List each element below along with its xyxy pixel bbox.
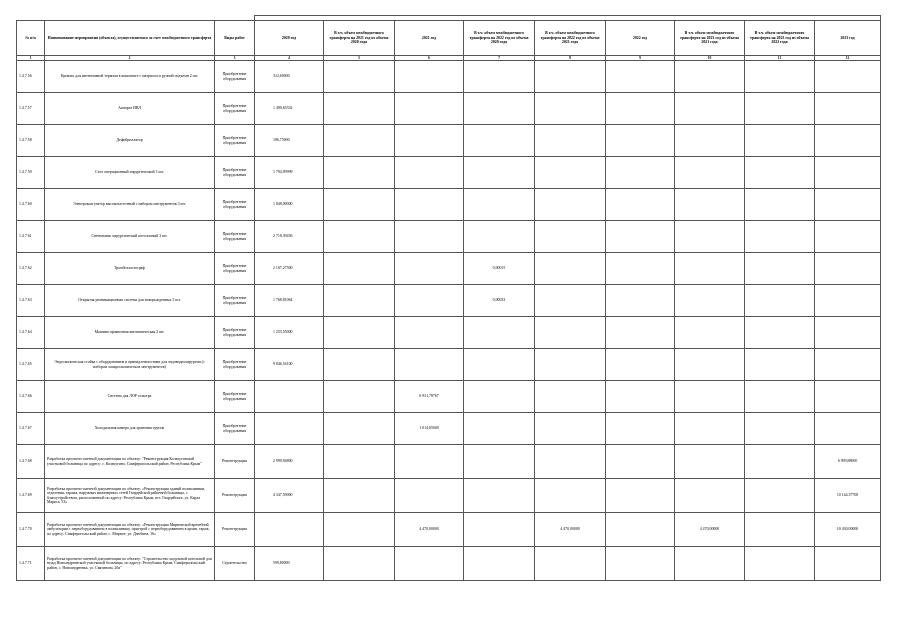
header-cell: 2023 год bbox=[815, 21, 881, 56]
value-2023-from-2022 bbox=[745, 349, 815, 381]
value-2023 bbox=[815, 157, 881, 189]
value-2022 bbox=[606, 189, 675, 221]
value-2022-from-2021 bbox=[535, 253, 606, 285]
event-name: Разработка проектно-сметной документации по объекту: «Реконструкция зданий поликлиники, отделения, гаража, наружных инженерных сетей Гвардейской районной больницы, с благоустройством, расположенной по адресу: Республика Крым, пгт. Гвардейское, ул. Карла Маркса, 53» bbox=[45, 479, 215, 513]
value-2023-from-2021 bbox=[675, 317, 745, 349]
value-2020 bbox=[255, 381, 324, 413]
value-2022-from-2020 bbox=[464, 61, 535, 93]
value-2023-from-2021 bbox=[675, 61, 745, 93]
value-2021-from-2020 bbox=[324, 547, 395, 581]
work-type: Приобретение оборудования bbox=[215, 317, 255, 349]
value-2023 bbox=[815, 125, 881, 157]
value-2021-from-2020 bbox=[324, 317, 395, 349]
value-2022-from-2020 bbox=[464, 349, 535, 381]
work-type: Реконструкция bbox=[215, 479, 255, 513]
value-2023-from-2021 bbox=[675, 445, 745, 479]
value-2023 bbox=[815, 253, 881, 285]
row-number: 1.4.7.56 bbox=[17, 61, 45, 93]
value-2020 bbox=[255, 513, 324, 547]
value-2023 bbox=[815, 413, 881, 445]
value-2023-from-2022 bbox=[745, 125, 815, 157]
column-number: 8 bbox=[535, 56, 606, 61]
value-2020: 2 718,39456 bbox=[255, 221, 324, 253]
value-2020: 1 768,81064 bbox=[255, 285, 324, 317]
value-2023-from-2021 bbox=[675, 381, 745, 413]
value-2020: 599,80000 bbox=[255, 547, 324, 581]
value-2020: 186,75000 bbox=[255, 125, 324, 157]
value-2020: 4 347,59000 bbox=[255, 479, 324, 513]
work-type: Приобретение оборудования bbox=[215, 61, 255, 93]
value-2023-from-2021 bbox=[675, 547, 745, 581]
value-2022-from-2020 bbox=[464, 221, 535, 253]
value-2023 bbox=[815, 547, 881, 581]
table-row bbox=[17, 349, 881, 381]
row-number: 1.4.7.69 bbox=[17, 479, 45, 513]
header-cell: В т.ч. объем межбюджетного трансферта на 2023 год из объема 2021 года bbox=[675, 21, 745, 56]
event-name: Разработка проектно-сметной документации по объекту: «Реконструкция Мирновской врачебной амбулатории с переоборудованием в поликлинику, пристрой с переоборудованием в архив, гараж, по адресу: Симферопольский район, с. Мирное, ул. Дзюбина, 16» bbox=[45, 513, 215, 547]
event-name: Эндоскопическая стойка с оборудованием и принадлежностями для эндовидеохирургии (с набором лапароскопических инструментов) bbox=[45, 349, 215, 381]
table-row bbox=[17, 61, 881, 93]
work-type: Приобретение оборудования bbox=[215, 253, 255, 285]
column-number: 2 bbox=[45, 56, 215, 61]
value-2023-from-2022 bbox=[745, 479, 815, 513]
value-2023-from-2021 bbox=[675, 93, 745, 125]
value-2023-from-2022 bbox=[745, 157, 815, 189]
value-2022 bbox=[606, 93, 675, 125]
event-name: Тромбоэластограф bbox=[45, 253, 215, 285]
value-2020: 2 167,27500 bbox=[255, 253, 324, 285]
value-2022-from-2021 bbox=[535, 547, 606, 581]
column-number: 5 bbox=[324, 56, 395, 61]
row-number: 1.4.7.58 bbox=[17, 125, 45, 157]
value-2020: 1 794,99999 bbox=[255, 157, 324, 189]
work-type: Приобретение оборудования bbox=[215, 93, 255, 125]
value-2021-from-2020 bbox=[324, 61, 395, 93]
value-2022 bbox=[606, 479, 675, 513]
value-2022-from-2020 bbox=[464, 93, 535, 125]
event-name: Светильник хирургический потолочный 3 шт. bbox=[45, 221, 215, 253]
table-row bbox=[17, 479, 881, 513]
table-row bbox=[17, 381, 881, 413]
value-2022-from-2020 bbox=[464, 413, 535, 445]
header-row bbox=[17, 21, 881, 56]
value-2022 bbox=[606, 61, 675, 93]
value-2023-from-2022 bbox=[745, 285, 815, 317]
value-2023-from-2021 bbox=[675, 221, 745, 253]
row-number: 1.4.7.57 bbox=[17, 93, 45, 125]
work-type: Реконструкция bbox=[215, 513, 255, 547]
event-name: Разработка проектно-сметной документации по объекту: "Строительство модульной котельной для нужд Новоандреевской участковой больницы, по адресу: Республика Крым, Симферопольский район, с. Новоандреевка, ул. Святинова, 26а" bbox=[45, 547, 215, 581]
value-2022-from-2021 bbox=[535, 221, 606, 253]
row-number: 1.4.7.62 bbox=[17, 253, 45, 285]
value-2022 bbox=[606, 157, 675, 189]
work-type: Приобретение оборудования bbox=[215, 189, 255, 221]
column-number: 10 bbox=[675, 56, 745, 61]
header-cell: № п/п bbox=[17, 21, 45, 56]
row-number: 1.4.7.66 bbox=[17, 381, 45, 413]
value-2022 bbox=[606, 285, 675, 317]
header-cell: Виды работ bbox=[215, 21, 255, 56]
value-2023-from-2021 bbox=[675, 253, 745, 285]
value-2020: 9 846,54100 bbox=[255, 349, 324, 381]
header-cell: 2021 год bbox=[395, 21, 464, 56]
header-cell: В т.ч. объем межбюджетного трансферта на 2021 год из объема 2020 года bbox=[324, 21, 395, 56]
value-2023: 6 999,88000 bbox=[815, 445, 881, 479]
event-name: Стол операционный хирургический 3 шт. bbox=[45, 157, 215, 189]
value-2020: 1 253,55000 bbox=[255, 317, 324, 349]
table-row bbox=[17, 413, 881, 445]
table-row bbox=[17, 125, 881, 157]
value-2020: 1 848,00000 bbox=[255, 189, 324, 221]
value-2020: 2 999,94800 bbox=[255, 445, 324, 479]
value-2022-from-2020 bbox=[464, 381, 535, 413]
table-row bbox=[17, 189, 881, 221]
row-number: 1.4.7.63 bbox=[17, 285, 45, 317]
value-2022-from-2020: 0,00033 bbox=[464, 285, 535, 317]
row-number: 1.4.7.70 bbox=[17, 513, 45, 547]
event-name: Дефибриллятор bbox=[45, 125, 215, 157]
table-row bbox=[17, 445, 881, 479]
event-name: Кровать для интенсивной терапии в комплекте с матрасом и ручной подъемн 2 шт. bbox=[45, 61, 215, 93]
value-2022-from-2021 bbox=[535, 413, 606, 445]
value-2021-from-2020 bbox=[324, 253, 395, 285]
table-row bbox=[17, 547, 881, 581]
value-2022-from-2021 bbox=[535, 381, 606, 413]
value-2022-from-2021 bbox=[535, 157, 606, 189]
value-2022-from-2021: 4 470,00000 bbox=[535, 513, 606, 547]
value-2022-from-2021 bbox=[535, 285, 606, 317]
event-name: Разработка проектно-сметной документации по объекту: "Реконструкция Кольчугинской участковой больницы по адресу: с. Кольчугино, Симферопольский район, Республика Крым" bbox=[45, 445, 215, 479]
event-name: Холодильная камера для хранения трупов bbox=[45, 413, 215, 445]
value-2021 bbox=[395, 253, 464, 285]
value-2022-from-2020 bbox=[464, 317, 535, 349]
column-number: 12 bbox=[815, 56, 881, 61]
value-2023 bbox=[815, 317, 881, 349]
value-2021 bbox=[395, 157, 464, 189]
value-2021-from-2020 bbox=[324, 125, 395, 157]
work-type: Реконструкция bbox=[215, 445, 255, 479]
value-2022-from-2021 bbox=[535, 61, 606, 93]
event-name: Машина проявочная автоматическая 2 шт. bbox=[45, 317, 215, 349]
value-2023-from-2022 bbox=[745, 61, 815, 93]
work-type: Строительство bbox=[215, 547, 255, 581]
work-type: Приобретение оборудования bbox=[215, 349, 255, 381]
value-2022-from-2020 bbox=[464, 479, 535, 513]
event-name: Открытая реанимационная система для новорожденных 5 шт. bbox=[45, 285, 215, 317]
value-2021 bbox=[395, 349, 464, 381]
value-2022 bbox=[606, 125, 675, 157]
value-2021-from-2020 bbox=[324, 513, 395, 547]
value-2023 bbox=[815, 381, 881, 413]
value-2022 bbox=[606, 221, 675, 253]
value-2023-from-2022 bbox=[745, 547, 815, 581]
value-2023-from-2021 bbox=[675, 189, 745, 221]
value-2022 bbox=[606, 413, 675, 445]
value-2022 bbox=[606, 349, 675, 381]
row-number: 1.4.7.68 bbox=[17, 445, 45, 479]
value-2023-from-2022 bbox=[745, 317, 815, 349]
table-row bbox=[17, 93, 881, 125]
header-cell: Наименование мероприятия (объекта), осуществляемого за счет межбюджетного трансферта bbox=[45, 21, 215, 56]
value-2021-from-2020 bbox=[324, 189, 395, 221]
value-2021 bbox=[395, 285, 464, 317]
work-type: Приобретение оборудования bbox=[215, 157, 255, 189]
table-row bbox=[17, 285, 881, 317]
value-2023-from-2022 bbox=[745, 189, 815, 221]
value-2023 bbox=[815, 349, 881, 381]
value-2022-from-2021 bbox=[535, 189, 606, 221]
value-2020: 312,60000 bbox=[255, 61, 324, 93]
column-number: 7 bbox=[464, 56, 535, 61]
value-2021 bbox=[395, 221, 464, 253]
value-2023-from-2022 bbox=[745, 513, 815, 547]
value-2023-from-2021 bbox=[675, 285, 745, 317]
value-2021-from-2020 bbox=[324, 413, 395, 445]
value-2021 bbox=[395, 125, 464, 157]
work-type: Приобретение оборудования bbox=[215, 413, 255, 445]
value-2021-from-2020 bbox=[324, 285, 395, 317]
value-2023-from-2021 bbox=[675, 157, 745, 189]
value-2020 bbox=[255, 413, 324, 445]
row-number: 1.4.7.59 bbox=[17, 157, 45, 189]
value-2023-from-2022 bbox=[745, 253, 815, 285]
value-2023 bbox=[815, 93, 881, 125]
value-2021 bbox=[395, 445, 464, 479]
event-name: Система для ЛОР осмотра bbox=[45, 381, 215, 413]
value-2022-from-2020 bbox=[464, 189, 535, 221]
value-2021: 4 470,00000 bbox=[395, 513, 464, 547]
value-2022-from-2021 bbox=[535, 125, 606, 157]
value-2022-from-2021 bbox=[535, 93, 606, 125]
column-number: 6 bbox=[395, 56, 464, 61]
table-body bbox=[17, 61, 881, 581]
work-type: Приобретение оборудования bbox=[215, 381, 255, 413]
header-cell: В т.ч. объем межбюджетного трансферта на 2022 год из объема 2020 года bbox=[464, 21, 535, 56]
row-number: 1.4.7.65 bbox=[17, 349, 45, 381]
value-2023-from-2022 bbox=[745, 413, 815, 445]
value-2022-from-2021 bbox=[535, 445, 606, 479]
column-number: 11 bbox=[745, 56, 815, 61]
column-number: 3 bbox=[215, 56, 255, 61]
value-2023 bbox=[815, 285, 881, 317]
table-row bbox=[17, 253, 881, 285]
event-name: Аппарат ИВЛ bbox=[45, 93, 215, 125]
header-cell: 2020 год bbox=[255, 21, 324, 56]
header-cell: В т.ч. объем межбюджетного трансферта на 2023 год из объема 2022 года bbox=[745, 21, 815, 56]
value-2021-from-2020 bbox=[324, 349, 395, 381]
value-2023-from-2022 bbox=[745, 221, 815, 253]
value-2022-from-2020 bbox=[464, 157, 535, 189]
work-type: Приобретение оборудования bbox=[215, 285, 255, 317]
value-2021-from-2020 bbox=[324, 93, 395, 125]
budget-table bbox=[16, 15, 881, 581]
header-cell: В т.ч. объем межбюджетного трансферта на 2022 год из объема 2021 года bbox=[535, 21, 606, 56]
value-2022 bbox=[606, 381, 675, 413]
header-cell: 2022 год bbox=[606, 21, 675, 56]
value-2022 bbox=[606, 445, 675, 479]
value-2020: 1 490,65332 bbox=[255, 93, 324, 125]
value-2023-from-2021 bbox=[675, 349, 745, 381]
value-2023: 10 144,37700 bbox=[815, 479, 881, 513]
value-2021 bbox=[395, 547, 464, 581]
value-2021-from-2020 bbox=[324, 381, 395, 413]
value-2022-from-2020 bbox=[464, 445, 535, 479]
table-row bbox=[17, 513, 881, 547]
value-2023 bbox=[815, 61, 881, 93]
value-2021-from-2020 bbox=[324, 445, 395, 479]
table-row bbox=[17, 317, 881, 349]
value-2022 bbox=[606, 513, 675, 547]
event-name: Электрокоагулятор высокочастотный с набором инструментов 3 шт. bbox=[45, 189, 215, 221]
value-2022-from-2021 bbox=[535, 317, 606, 349]
value-2021: 6 931,78767 bbox=[395, 381, 464, 413]
value-2022-from-2020 bbox=[464, 547, 535, 581]
value-2022 bbox=[606, 253, 675, 285]
work-type: Приобретение оборудования bbox=[215, 125, 255, 157]
value-2023-from-2021 bbox=[675, 479, 745, 513]
value-2023-from-2022 bbox=[745, 381, 815, 413]
row-number: 1.4.7.60 bbox=[17, 189, 45, 221]
value-2023-from-2021: 4 470,00000 bbox=[675, 513, 745, 547]
value-2023 bbox=[815, 221, 881, 253]
value-2023-from-2021 bbox=[675, 125, 745, 157]
row-number: 1.4.7.67 bbox=[17, 413, 45, 445]
value-2023 bbox=[815, 189, 881, 221]
value-2021 bbox=[395, 93, 464, 125]
value-2022-from-2021 bbox=[535, 479, 606, 513]
value-2022-from-2020 bbox=[464, 513, 535, 547]
value-2023-from-2021 bbox=[675, 413, 745, 445]
value-2021 bbox=[395, 61, 464, 93]
column-number: 1 bbox=[17, 56, 45, 61]
value-2021 bbox=[395, 189, 464, 221]
value-2022-from-2020: 0,00015 bbox=[464, 253, 535, 285]
table-row bbox=[17, 221, 881, 253]
column-number: 4 bbox=[255, 56, 324, 61]
value-2022 bbox=[606, 317, 675, 349]
value-2021 bbox=[395, 317, 464, 349]
value-2023: 10 430,00000 bbox=[815, 513, 881, 547]
row-number: 1.4.7.71 bbox=[17, 547, 45, 581]
row-number: 1.4.7.64 bbox=[17, 317, 45, 349]
value-2021 bbox=[395, 479, 464, 513]
value-2021-from-2020 bbox=[324, 221, 395, 253]
table-row bbox=[17, 157, 881, 189]
value-2022 bbox=[606, 547, 675, 581]
row-number: 1.4.7.61 bbox=[17, 221, 45, 253]
value-2022-from-2021 bbox=[535, 349, 606, 381]
work-type: Приобретение оборудования bbox=[215, 221, 255, 253]
value-2021-from-2020 bbox=[324, 157, 395, 189]
value-2021-from-2020 bbox=[324, 479, 395, 513]
value-2022-from-2020 bbox=[464, 125, 535, 157]
value-2023-from-2022 bbox=[745, 445, 815, 479]
value-2023-from-2022 bbox=[745, 93, 815, 125]
column-number: 9 bbox=[606, 56, 675, 61]
value-2021: 1 014,05000 bbox=[395, 413, 464, 445]
